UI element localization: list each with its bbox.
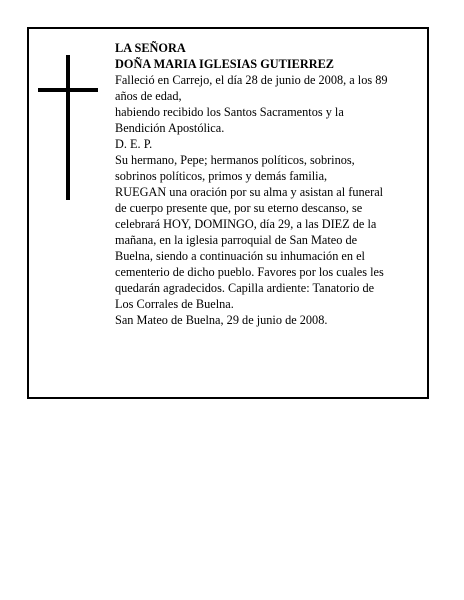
funeral-line-7: quedarán agradecidos. Capilla ardiente: Tanatorio de bbox=[115, 281, 375, 295]
funeral-line-2: de cuerpo presente que, por su eterno descanso, se bbox=[115, 201, 363, 215]
funeral-line-4: mañana, en la iglesia parroquial de San Mateo de bbox=[115, 233, 358, 247]
heading-line-1: LA SEÑORA bbox=[115, 41, 186, 55]
sacraments-line-2: Bendición Apostólica. bbox=[115, 121, 225, 135]
obituary-notice bbox=[27, 27, 429, 399]
cross-horizontal-bar bbox=[38, 88, 98, 92]
funeral-line-1: RUEGAN una oración por su alma y asistan al funeral bbox=[115, 185, 384, 199]
dep-line: D. E. P. bbox=[115, 137, 153, 151]
heading-line-2: DOÑA MARIA IGLESIAS GUTIERREZ bbox=[115, 57, 335, 71]
cross-vertical-bar bbox=[66, 55, 70, 200]
funeral-line-3: celebrará HOY, DOMINGO, día 29, a las DIEZ de la bbox=[115, 217, 377, 231]
death-line-1: Falleció en Carrejo, el día 28 de junio de 2008, a los 89 bbox=[115, 73, 388, 87]
funeral-line-8: Los Corrales de Buelna. bbox=[115, 297, 234, 311]
cross-icon bbox=[38, 55, 98, 200]
notice-text bbox=[115, 40, 421, 328]
funeral-line-5: Buelna, siendo a continuación su inhumación en el bbox=[115, 249, 365, 263]
closing-line: San Mateo de Buelna, 29 de junio de 2008. bbox=[115, 313, 328, 327]
family-line-1: Su hermano, Pepe; hermanos políticos, sobrinos, bbox=[115, 153, 355, 167]
funeral-line-6: cementerio de dicho pueblo. Favores por los cuales les bbox=[115, 265, 384, 279]
family-line-2: sobrinos políticos, primos y demás familia, bbox=[115, 169, 328, 183]
sacraments-line-1: habiendo recibido los Santos Sacramentos y la bbox=[115, 105, 344, 119]
death-line-2: años de edad, bbox=[115, 89, 182, 103]
